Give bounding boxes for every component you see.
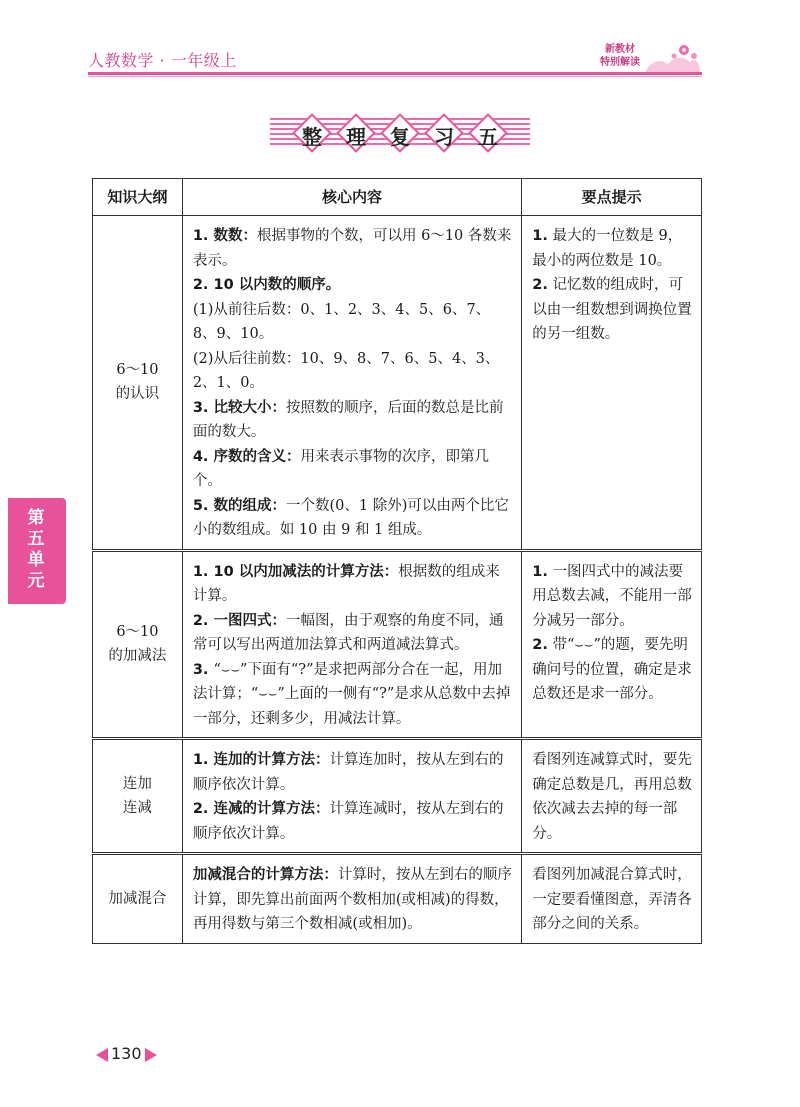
title-diamonds (292, 112, 512, 156)
core-item-label: 5. 数的组成： (192, 497, 286, 514)
unit-side-tab (8, 498, 66, 604)
topic-text: 连减 (122, 800, 152, 816)
core-item-label: 3. (192, 661, 214, 678)
badge-text (600, 43, 640, 69)
title-char-4: 习 (424, 112, 464, 156)
tip-item-text: 看图列加减混合算式时，一定要看懂图意，弄清各部分之间的关系。 (532, 867, 692, 932)
core-item (193, 863, 513, 937)
core-content-cell (182, 216, 521, 551)
header-rule-thin (88, 76, 702, 77)
core-item-text: 计算连加时，按从左到右的顺序依次计算。 (192, 752, 504, 793)
core-item (193, 748, 513, 797)
section-title (270, 112, 530, 156)
tip-item-label: 2. (532, 277, 548, 293)
header-rule (88, 72, 702, 75)
core-item-label: 3. 比较大小： (192, 399, 286, 416)
title-char-1: 整 (292, 112, 332, 156)
core-content-cell (182, 739, 521, 854)
core-item (193, 273, 513, 298)
tips-cell (522, 550, 702, 739)
header-outline: 知识大纲 (93, 179, 183, 216)
book-title: 人教数学 · 一年级上 (88, 51, 237, 70)
topic-text: 6～10 (116, 361, 159, 378)
core-item-text: “⌣⌣”下面有“?”是求把两部分合在一起，用加法计算；“⌣⌣”上面的一侧有“?”是求从总数中去掉一部分，还剩多少，用减法计算。 (192, 661, 511, 727)
core-item-label: 2. 一图四式： (192, 612, 286, 629)
flower-decoration-icon (644, 42, 700, 72)
next-triangle-icon (145, 1048, 157, 1062)
core-item-text: 一幅图，由于观察的角度不同，通常可以写出两道加法算式和两道减法算式。 (192, 612, 504, 653)
topic-text: 的认识 (115, 386, 160, 403)
topic-text: 的加减法 (108, 648, 167, 665)
core-item (193, 298, 513, 347)
tip-item (532, 224, 693, 273)
tip-item-text: 最大的一位数是 9，最小的两位数是 10。 (532, 228, 683, 269)
core-item-text: (2)从后往前数：10、9、8、7、6、5、4、3、2、1、0。 (192, 350, 500, 391)
core-item-label: 1. 数数： (192, 228, 257, 244)
prev-triangle-icon (96, 1048, 108, 1062)
core-item (193, 797, 513, 846)
tip-item (532, 863, 693, 937)
topic-cell (93, 854, 183, 944)
core-item-text: 计算连减时，按从左到右的顺序依次计算。 (192, 801, 504, 842)
table-row (93, 216, 702, 551)
tip-item (532, 748, 693, 846)
topic-text: 连加 (122, 775, 152, 792)
core-item-text: (1)从前往后数：0、1、2、3、4、5、6、7、8、9、10。 (192, 301, 491, 342)
table-row (93, 550, 702, 739)
tip-item-label: 1. (532, 563, 548, 580)
core-content-cell (182, 550, 521, 739)
tips-cell (522, 854, 702, 944)
table-row (93, 854, 702, 944)
topic-text: 6～10 (116, 623, 159, 640)
core-item (193, 560, 513, 609)
topic-cell (93, 550, 183, 739)
header-core: 核心内容 (182, 179, 521, 216)
core-item-text: 根据数的组成来计算。 (192, 563, 500, 604)
table-body (93, 216, 702, 944)
table-row (93, 739, 702, 854)
core-item (193, 658, 513, 732)
core-item (193, 347, 513, 396)
core-item-text: 用来表示事物的次序，即第几个。 (192, 448, 489, 489)
core-item-text: 一个数(0、1 除外)可以由两个比它小的数组成。如 10 由 9 和 1 组成。 (192, 497, 509, 538)
tip-item-label: 2. (532, 637, 548, 653)
tips-cell (522, 216, 702, 551)
tip-item (532, 633, 693, 707)
core-item-label: 1. 10 以内加减法的计算方法： (192, 563, 399, 580)
core-item (193, 494, 513, 543)
tip-item (532, 273, 693, 347)
core-item-label: 2. 10 以内数的顺序。 (192, 277, 341, 293)
core-item-text: 计算时，按从左到右的顺序计算，即先算出前面两个数相加(或相减)的得数，再用得数与第三个数相减(或相加)。 (192, 867, 512, 932)
title-char-5: 五 (468, 112, 508, 156)
unit-tab-char: 五 (27, 529, 45, 549)
core-item-text: 根据事物的个数，可以用 6～10 各数来表示。 (192, 228, 512, 269)
core-item (193, 609, 513, 658)
core-item (193, 396, 513, 445)
topic-cell (93, 216, 183, 551)
badge-line1: 新教材 (605, 44, 635, 55)
topic-cell (93, 739, 183, 854)
tip-item-text: 一图四式中的减法要用总数去减，不能用一部分减另一部分。 (532, 563, 692, 629)
core-item-label: 4. 序数的含义： (192, 448, 301, 465)
unit-tab-char: 单 (27, 550, 45, 570)
tip-item-text: 记忆数的组成时，可以由一组数想到调换位置的另一组数。 (532, 277, 692, 342)
page-header (0, 0, 800, 80)
badge-line2: 特别解读 (600, 57, 640, 68)
review-outline-table (92, 178, 702, 944)
core-item-label: 2. 连减的计算方法： (192, 801, 330, 817)
tip-item-text: 看图列连减算式时，要先确定总数是几，再用总数依次减去去掉的每一部分。 (532, 752, 692, 842)
tip-item-label: 1. (532, 228, 548, 244)
special-edition-badge (600, 40, 700, 74)
tip-item (532, 560, 693, 634)
page-number (96, 1044, 157, 1063)
core-item-label: 加减混合的计算方法： (192, 867, 338, 883)
unit-tab-char: 元 (27, 571, 45, 591)
tips-cell (522, 739, 702, 854)
unit-tab-char: 第 (27, 508, 45, 528)
topic-text: 加减混合 (108, 890, 167, 907)
core-item-label: 1. 连加的计算方法： (192, 752, 330, 768)
title-char-2: 理 (336, 112, 376, 156)
core-content-cell (182, 854, 521, 944)
title-char-3: 复 (380, 112, 420, 156)
table-header-row (93, 179, 702, 216)
tip-item-text: 带“⌣⌣”的题，要先明确问号的位置，确定是求总数还是求一部分。 (532, 637, 692, 702)
core-item (193, 224, 513, 273)
header-tips: 要点提示 (522, 179, 702, 216)
core-item-text: 按照数的顺序，后面的数总是比前面的数大。 (192, 399, 504, 440)
core-item (193, 445, 513, 494)
page-number-text: 130 (111, 1044, 142, 1063)
